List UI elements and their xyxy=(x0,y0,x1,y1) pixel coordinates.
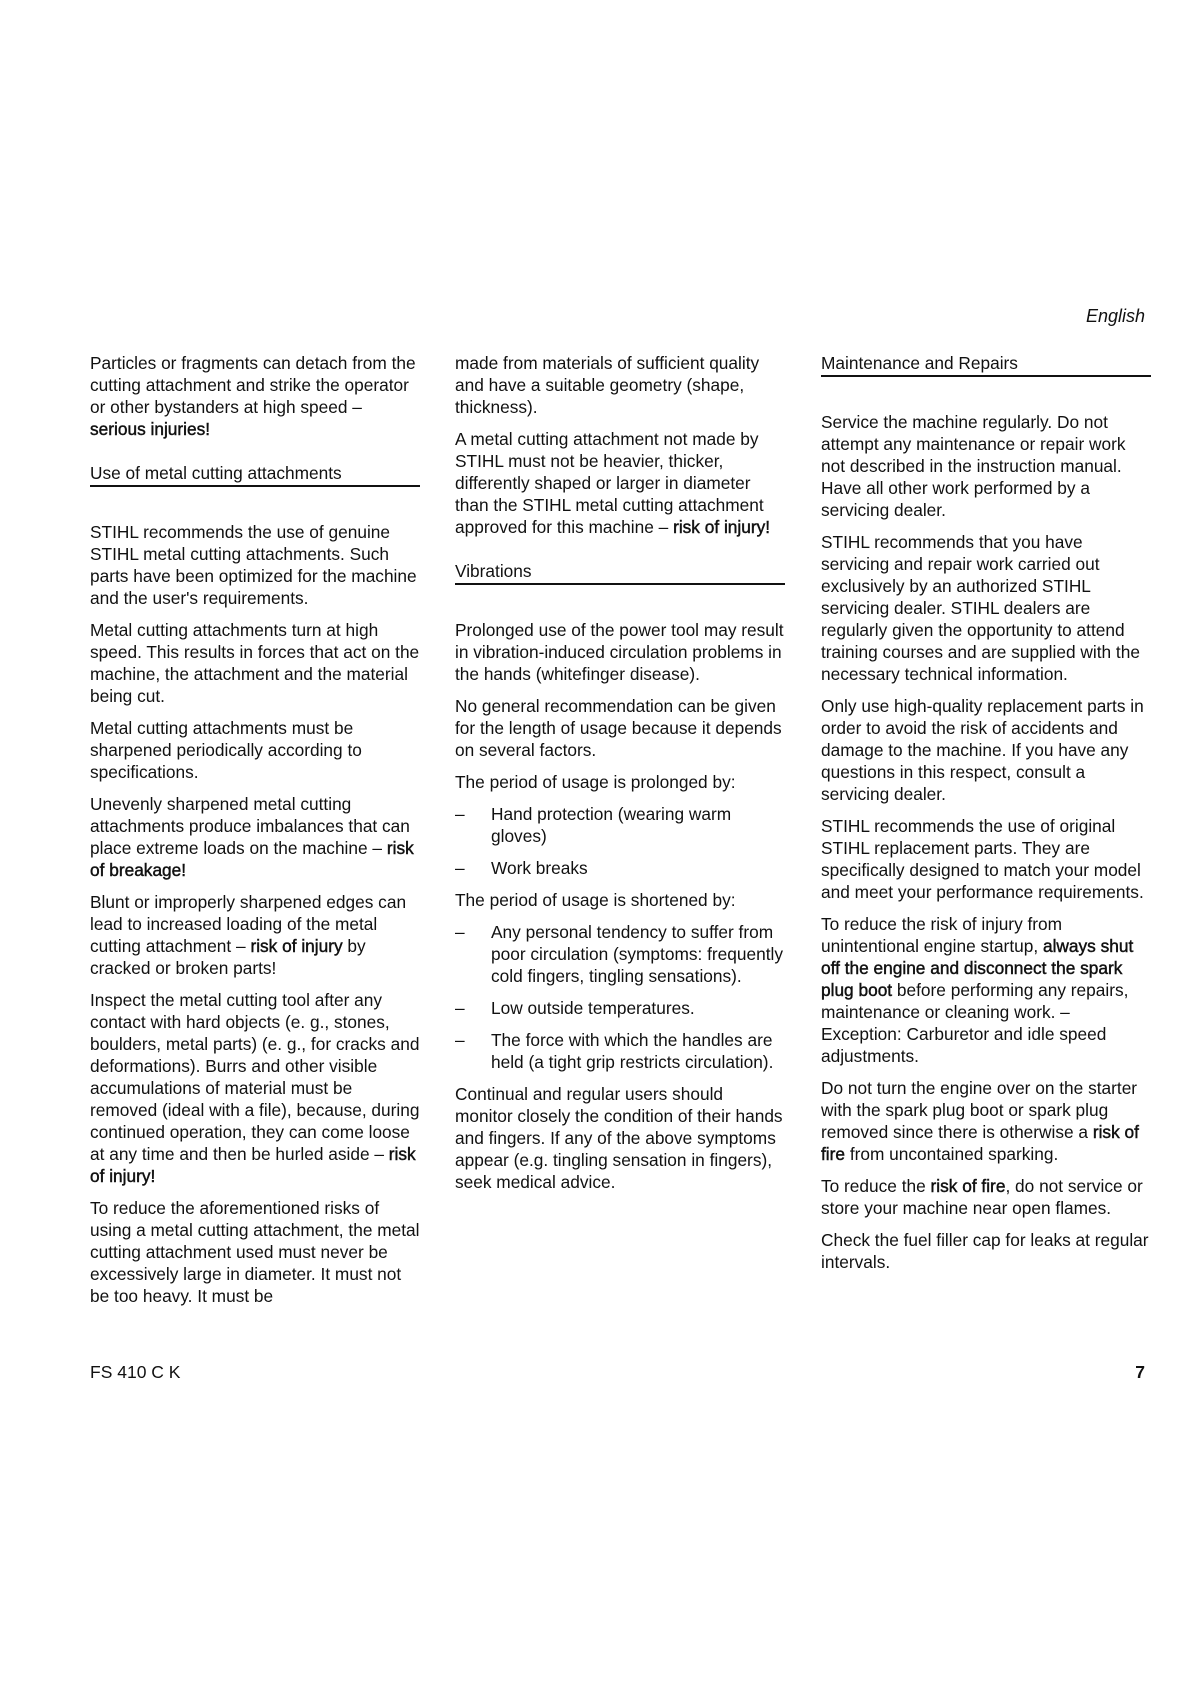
paragraph: Check the fuel filler cap for leaks at regular intervals. xyxy=(821,1230,1149,1272)
paragraph: Prolonged use of the power tool may result in vibration-induced circulation problems in the hands (whitefinger disease). xyxy=(455,620,784,684)
dash-bullet: – xyxy=(455,858,465,878)
paragraph: STIHL recommends the use of genuine STIHL metal cutting attachments. Such parts have been optimized for the machine and the user's requirements. xyxy=(90,522,417,608)
section-heading-metal-cutting: Use of metal cutting attachments xyxy=(90,462,420,487)
warning-text: risk of injury! xyxy=(90,1144,416,1186)
paragraph: The period of usage is prolonged by: xyxy=(455,772,736,792)
paragraph: STIHL recommends the use of original STIHL replacement parts. They are specifically designed to match your model and meet your performance requirements. xyxy=(821,816,1144,902)
warning-text: always shut off the engine and disconnect the spark plug boot xyxy=(821,936,1134,1000)
text: , do not service or store your machine near open flames. xyxy=(821,1176,1143,1218)
paragraph xyxy=(90,352,420,440)
paragraph xyxy=(455,428,785,538)
text: by cracked or broken parts! xyxy=(90,936,366,978)
paragraph: Only use high-quality replacement parts in order to avoid the risk of accidents and damage to the machine. If you have any questions in this respect, consult a servicing dealer. xyxy=(821,696,1144,804)
list-item-text: Hand protection (wearing warm gloves) xyxy=(491,804,732,846)
list-item xyxy=(455,857,785,879)
warning-text: risk of fire xyxy=(821,1122,1139,1164)
text: Blunt or improperly sharpened edges can lead to increased loading of the metal cutting attachment – xyxy=(90,892,407,956)
list-item-text: Work breaks xyxy=(491,858,588,878)
page-number: 7 xyxy=(1135,1362,1145,1382)
warning-text: risk of breakage! xyxy=(90,838,414,880)
list-item-text: Any personal tendency to suffer from poor circulation (symptoms: frequently cold fingers, tingling sensations). xyxy=(491,922,783,986)
dash-bullet: – xyxy=(455,998,465,1018)
text: A metal cutting attachment not made by STIHL must not be heavier, thicker, differently shaped or larger in diameter than the STIHL metal cutting attachment approved for this machine – xyxy=(455,429,764,537)
footer-model-name: FS 410 C K xyxy=(90,1362,181,1382)
paragraph: made from materials of sufficient quality and have a suitable geometry (shape, thickness). xyxy=(455,353,760,417)
paragraph xyxy=(821,913,1151,1067)
paragraph: STIHL recommends that you have servicing and repair work carried out exclusively by an authorized STIHL servicing dealer. STIHL dealers are regularly given the opportunity to attend training courses and are supplied with the necessary technical information. xyxy=(821,532,1140,684)
paragraph: The period of usage is shortened by: xyxy=(455,890,736,910)
list-item xyxy=(455,921,785,987)
warning-text: risk of injury xyxy=(250,936,343,956)
section-heading-vibrations: Vibrations xyxy=(455,560,785,585)
text: Particles or fragments can detach from the cutting attachment and strike the operator or other bystanders at high speed – xyxy=(90,353,416,417)
paragraph: Metal cutting attachments turn at high speed. This results in forces that act on the machine, the attachment and the material being cut. xyxy=(90,620,420,706)
dash-bullet: – xyxy=(455,922,465,942)
text: To reduce the xyxy=(821,1176,931,1196)
warning-text: risk of injury! xyxy=(673,517,771,537)
text: Unevenly sharpened metal cutting attachments produce imbalances that can place extreme loads on the machine – xyxy=(90,794,410,858)
list-item xyxy=(455,1029,785,1073)
dash-bullet: – xyxy=(455,804,465,824)
list-item-text: Low outside temperatures. xyxy=(491,998,695,1018)
text: before performing any repairs, maintenance or cleaning work. – Exception: Carburetor and idle speed adjustments. xyxy=(821,980,1129,1066)
section-heading-maintenance: Maintenance and Repairs xyxy=(821,352,1151,377)
text: Inspect the metal cutting tool after any contact with hard objects (e. g., stones, boulders, metal parts) (e. g., for cracks and deformations). Burrs and other visible accumulations of material must be removed (ideal with a file), because, during continued operation, they can come loose at any time and then be hurled aside – xyxy=(90,990,420,1164)
paragraph: To reduce the aforementioned risks of using a metal cutting attachment, the metal cutting attachment used must never be excessively large in diameter. It must not be too heavy. It must be xyxy=(90,1198,420,1306)
column-3 xyxy=(821,352,1151,1283)
paragraph xyxy=(90,989,420,1187)
paragraph xyxy=(821,1175,1151,1219)
text: from uncontained sparking. xyxy=(845,1144,1059,1164)
text: To reduce the risk of injury from unintentional engine startup, xyxy=(821,914,1063,956)
paragraph xyxy=(821,1077,1151,1165)
language-label: English xyxy=(1085,306,1145,326)
warning-text: risk of fire xyxy=(930,1176,1006,1196)
list-item xyxy=(455,803,785,847)
paragraph: Continual and regular users should monitor closely the condition of their hands and fingers. If any of the above symptoms appear (e.g. tingling sensation in fingers), seek medical advice. xyxy=(455,1084,783,1192)
column-1 xyxy=(90,352,420,1317)
warning-text: serious injuries! xyxy=(90,419,211,439)
list-item-text: The force with which the handles are held (a tight grip restricts circulation). xyxy=(491,1030,774,1072)
list-item xyxy=(455,997,785,1019)
paragraph: Service the machine regularly. Do not attempt any maintenance or repair work not described in the instruction manual. Have all other work performed by a servicing dealer. xyxy=(821,412,1126,520)
paragraph: Metal cutting attachments must be sharpened periodically according to specifications. xyxy=(90,718,362,782)
paragraph xyxy=(90,891,420,979)
column-2 xyxy=(455,352,785,1203)
paragraph: No general recommendation can be given for the length of usage because it depends on several factors. xyxy=(455,696,782,760)
text: Do not turn the engine over on the starter with the spark plug boot or spark plug removed since there is otherwise a xyxy=(821,1078,1138,1142)
dash-bullet: – xyxy=(455,1030,465,1050)
paragraph xyxy=(90,793,420,881)
